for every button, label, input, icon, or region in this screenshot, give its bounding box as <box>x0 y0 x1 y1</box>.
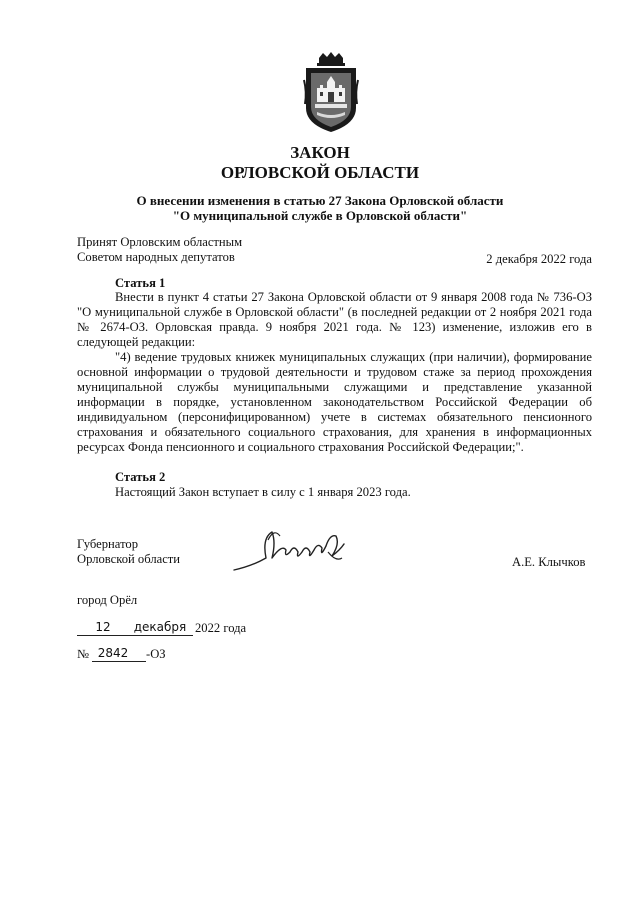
article2-text: Настоящий Закон вступает в силу с 1 января 2023 года. <box>115 485 411 499</box>
signing-city: город Орёл <box>77 593 138 607</box>
governor-title-line2: Орловской области <box>77 552 181 566</box>
number-underline <box>92 661 146 662</box>
month-underline <box>129 635 193 636</box>
coat-of-arms-icon <box>303 52 359 134</box>
article1-paragraph1: Внести в пункт 4 статьи 27 Закона Орловской области от 9 января 2008 года № 736-ОЗ "О муниципальной службе в Орловской области" (в последней редакции от 2 ноября 2021 года № 2674-ОЗ. Орловская правда. 9 ноября 2021 года. № 123) изменение, изложив его в следующей редакции: <box>77 290 592 349</box>
handwritten-signature <box>232 522 352 582</box>
article2-heading: Статья 2 <box>115 470 166 484</box>
adoption-date: 2 декабря 2022 года <box>486 252 592 266</box>
issuer-title: ОРЛОВСКОЙ ОБЛАСТИ <box>220 163 420 182</box>
governor-name: А.Е. Клычков <box>512 555 586 569</box>
article1-heading: Статья 1 <box>115 276 166 290</box>
signing-day: 12 <box>95 620 111 634</box>
governor-title-line1: Губернатор <box>77 537 138 551</box>
law-number-suffix: -ОЗ <box>146 647 166 661</box>
number-sign: № <box>77 647 90 661</box>
adoption-line1: Принят Орловским областным <box>77 235 243 249</box>
document-type-title: ЗАКОН <box>290 143 350 162</box>
article1-paragraph2: "4) ведение трудовых книжек муниципальных служащих (при наличии), формирование основной информации о трудовой деятельности и трудовом стаже за период прохождения муниципальной службы муниципальными служащими и представление указанной информации в порядке, установленном законодательством Российской Федерации об индивидуальном (персонифицированном) учете в системах обязательного пенсионного страхования и обязательного социального страхования, для хранения в информационных ресурсах Фонда пенсионного и социального страхования Российской Федерации;". <box>77 350 592 454</box>
signing-month: декабря <box>133 620 187 634</box>
law-subject-line2: "О муниципальной службе в Орловской области" <box>172 208 468 223</box>
signing-year: 2022 года <box>195 621 247 635</box>
adoption-line2: Советом народных депутатов <box>77 250 235 264</box>
law-number: 2842 <box>97 646 129 660</box>
law-subject-line1: О внесении изменения в статью 27 Закона Орловской области <box>136 193 504 208</box>
day-underline <box>77 635 129 636</box>
